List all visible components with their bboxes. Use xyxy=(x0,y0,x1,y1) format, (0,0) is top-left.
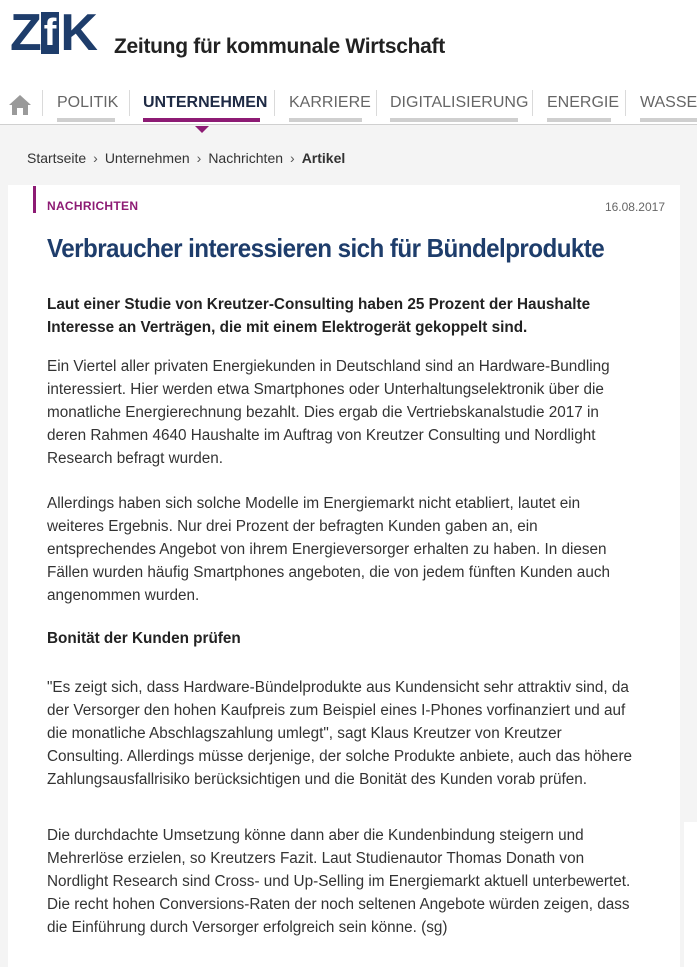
nav-item-label: DIGITALISIERUNG xyxy=(390,94,529,111)
site-header xyxy=(0,0,697,86)
breadcrumb-nachrichten[interactable]: Nachrichten xyxy=(208,150,284,166)
article-paragraph: Ein Viertel aller privaten Energiekunden in Deutschland sind an Hardware-Bundling interessiert. Hier werden etwa Smartphones oder Unterhaltungselektronik über die monatliche Energierechnung bezahlt. Dies ergab die Vertriebskanalstudie 2017 in deren Rahmen 4640 Haushalte im Auftrag von Kreutzer Consulting und Nordlight Research befragt wurden. xyxy=(47,358,610,467)
nav-divider xyxy=(625,90,626,116)
breadcrumb xyxy=(27,150,345,166)
article-paragraph: "Es zeigt sich, dass Hardware-Bündelprodukte aus Kundensicht sehr attraktiv sind, da der Versorger den hohen Kaufpreis zum Beispiel eines I-Phones vorfinanziert und auf die monatliche Abschlagszahlung umlegt", sagt Klaus Kreutzer von Kreutzer Consulting. Allerdings müsse derjenige, der solche Produkte anbiete, auch das höhere Zahlungsausfallrisiko berücksichtigen und die Bonität des Kunden vorab prüfen. xyxy=(47,679,633,788)
nav-item-digitalisierung[interactable] xyxy=(390,86,529,122)
article-date: 16.08.2017 xyxy=(604,200,665,214)
breadcrumb-separator-icon: › xyxy=(290,150,295,166)
nav-item-wasser[interactable] xyxy=(640,86,697,122)
article-paragraph: Die durchdachte Umsetzung könne dann aber die Kundenbindung steigern und Mehrerlöse erzielen, so Kreutzers Fazit. Laut Studienautor Thomas Donath von Nordlight Research sind Cross- und Up-Selling im Energiemarkt aktuell unterbewertet. Die recht hohen Conversions-Raten der noch seltenen Angebote würden zeigen, dass die Einführung durch Versorger erfolgreich sein könne. (sg) xyxy=(47,827,631,936)
logo-letter-k: K xyxy=(60,4,96,62)
article-paragraph: Allerdings haben sich solche Modelle im Energiemarkt nicht etabliert, lautet ein weiteres Ergebnis. Nur drei Prozent der befragten Kunden gaben an, ein entsprechendes Angebot von ihrem Energieversorger erhalten zu haben. In diesen Fällen wurden häufig Smartphones angeboten, die von jedem fünften Kunden auch angenommen wurden. xyxy=(47,495,610,604)
breadcrumb-unternehmen[interactable]: Unternehmen xyxy=(104,150,190,166)
side-panel xyxy=(684,822,697,967)
nav-item-energie[interactable] xyxy=(547,86,620,122)
home-icon[interactable] xyxy=(6,92,34,118)
nav-item-label: WASSE xyxy=(640,94,697,111)
zfk-logo[interactable] xyxy=(10,4,96,62)
nav-divider xyxy=(129,90,130,116)
active-nav-caret-icon xyxy=(195,126,209,133)
article-title: Verbraucher interessieren sich für Bündelprodukte xyxy=(47,233,605,263)
logo-letter-f: f xyxy=(41,12,60,54)
article-subheading: Bonität der Kunden prüfen xyxy=(47,630,241,647)
kicker-accent-bar xyxy=(33,186,36,213)
breadcrumb-current: Artikel xyxy=(301,150,346,166)
nav-item-politik[interactable] xyxy=(57,86,119,122)
site-tagline[interactable]: Zeitung für kommunale Wirtschaft xyxy=(114,35,445,58)
main-nav xyxy=(0,86,697,125)
nav-item-label: ENERGIE xyxy=(547,94,620,111)
nav-divider xyxy=(42,90,43,116)
breadcrumb-startseite[interactable]: Startseite xyxy=(27,150,87,166)
nav-item-label: POLITIK xyxy=(57,94,119,111)
nav-item-label: KARRIERE xyxy=(289,94,371,111)
article-category[interactable]: NACHRICHTEN xyxy=(47,199,139,213)
breadcrumb-separator-icon: › xyxy=(196,150,202,166)
nav-divider xyxy=(274,90,275,116)
nav-divider xyxy=(376,90,377,116)
nav-item-label: UNTERNEHMEN xyxy=(143,94,268,111)
logo-letter-z: Z xyxy=(10,4,40,62)
nav-item-karriere[interactable] xyxy=(289,86,371,122)
breadcrumb-separator-icon: › xyxy=(93,150,98,166)
article-lead: Laut einer Studie von Kreutzer-Consulting haben 25 Prozent der Haushalte Interesse an Verträgen, die mit einem Elektrogerät gekoppelt sind. xyxy=(47,296,591,336)
nav-divider xyxy=(532,90,533,116)
nav-item-unternehmen[interactable] xyxy=(143,86,268,122)
